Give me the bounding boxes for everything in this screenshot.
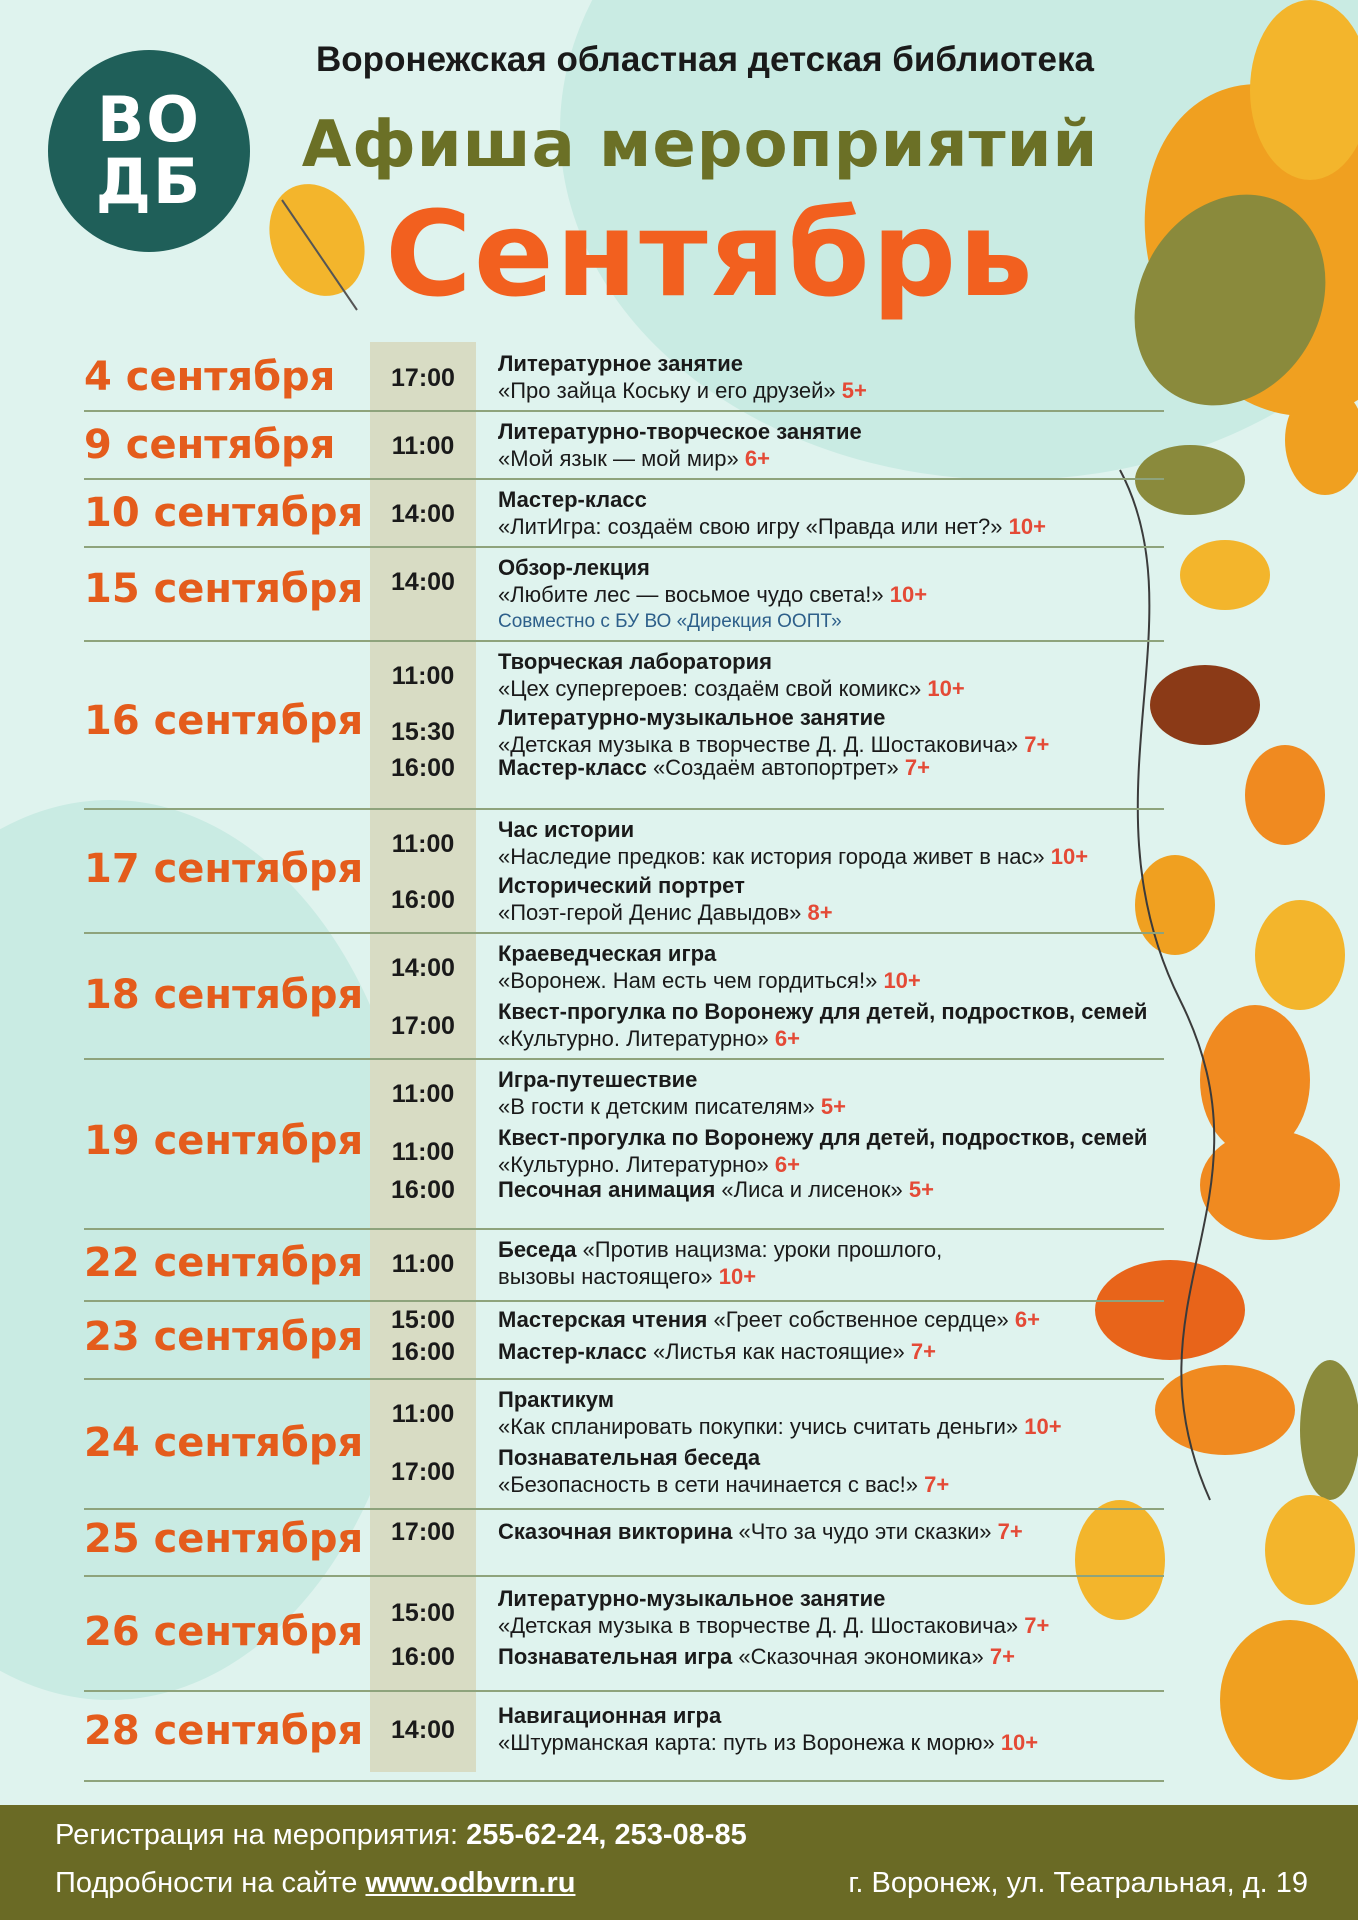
event-time: 11:00 [391, 830, 455, 858]
age-badge: 7+ [989, 1644, 1015, 1669]
age-badge: 5+ [841, 378, 867, 403]
age-badge: 7+ [1024, 1613, 1050, 1638]
event-date: 9 сентября [84, 422, 336, 468]
schedule-row [84, 640, 1164, 810]
registration-info [55, 1819, 747, 1852]
event-title: вызовы настоящего» [498, 1264, 713, 1289]
schedule-row [84, 342, 1164, 412]
event-type: Песочная анимация [498, 1177, 716, 1202]
event-type: Квест-прогулка по Воронежу для детей, подростков, семей [498, 999, 1148, 1024]
age-badge: 10+ [1000, 1730, 1039, 1755]
event-time: 11:00 [391, 432, 455, 460]
event-type: Мастер-класс [498, 487, 647, 512]
event-type: Обзор-лекция [498, 555, 650, 580]
event-type: Познавательная игра [498, 1644, 733, 1669]
event-title: «Детская музыка в творчестве Д. Д. Шостаковича» [498, 732, 1019, 757]
address: г. Воронеж, ул. Театральная, д. 19 [848, 1867, 1308, 1899]
event-type: Квест-прогулка по Воронежу для детей, подростков, семей [498, 1125, 1148, 1150]
event-title: «ЛитИгра: создаём свою игру «Правда или нет?» [498, 514, 1003, 539]
age-badge: 5+ [908, 1177, 934, 1202]
event-description [498, 940, 921, 994]
event-description [498, 648, 965, 702]
event-title: «Безопасность в сети начинается с вас!» [498, 1472, 918, 1497]
event-time: 15:30 [391, 718, 455, 746]
schedule-row [84, 478, 1164, 548]
event-description [498, 1386, 1062, 1440]
event-title: «Штурманская карта: путь из Воронежа к морю» [498, 1730, 995, 1755]
event-description [498, 872, 833, 926]
page-title: Афиша мероприятий [301, 108, 1099, 182]
event-title: «Воронеж. Нам есть чем гордиться!» [498, 968, 878, 993]
event-time: 15:00 [391, 1306, 455, 1334]
age-badge: 6+ [774, 1152, 800, 1177]
age-badge: 7+ [904, 755, 930, 780]
event-date: 26 сентября [84, 1609, 364, 1655]
event-type: Мастер-класс [498, 755, 647, 780]
event-type: Литературное занятие [498, 351, 743, 376]
event-description [498, 1338, 936, 1365]
event-description [498, 704, 1049, 758]
event-date: 18 сентября [84, 972, 364, 1018]
logo-line-2: ДБ [95, 145, 203, 218]
age-badge: 6+ [1014, 1307, 1040, 1332]
age-badge: 10+ [1024, 1414, 1062, 1439]
event-type: Литературно-музыкальное занятие [498, 1586, 886, 1611]
event-title: «Как спланировать покупки: учись считать деньги» [498, 1414, 1019, 1439]
schedule-row [84, 1300, 1164, 1380]
event-title: «Детская музыка в творчестве Д. Д. Шостаковича» [498, 1613, 1019, 1638]
event-description [498, 1176, 934, 1203]
event-note: Совместно с БУ ВО «Дирекция ООПТ» [498, 611, 842, 632]
logo-line-1: ВО [97, 83, 201, 156]
event-type: Исторический портрет [498, 873, 745, 898]
organization-name: Воронежская областная детская библиотека [316, 40, 1094, 79]
event-time: 11:00 [391, 1138, 455, 1166]
age-badge: 5+ [820, 1094, 846, 1119]
schedule-row [84, 1508, 1164, 1577]
age-badge: 6+ [744, 446, 770, 471]
website-info [55, 1867, 575, 1900]
event-description [498, 1444, 949, 1498]
event-date: 23 сентября [84, 1314, 364, 1360]
event-time: 11:00 [391, 1250, 455, 1278]
event-title: «Про зайца Коську и его друзей» [498, 378, 836, 403]
schedule-row [84, 932, 1164, 1060]
event-type: Игра-путешествие [498, 1067, 698, 1092]
event-time: 17:00 [391, 1458, 455, 1486]
event-description [498, 1518, 1023, 1545]
event-date: 24 сентября [84, 1420, 364, 1466]
schedule-row [84, 546, 1164, 642]
event-date: 10 сентября [84, 490, 364, 536]
age-badge: 7+ [910, 1339, 936, 1364]
event-date: 25 сентября [84, 1516, 364, 1562]
event-description [498, 1066, 846, 1120]
event-title: «Поэт-герой Денис Давыдов» [498, 900, 802, 925]
event-time: 16:00 [391, 886, 455, 914]
event-description [498, 1236, 942, 1290]
event-time: 17:00 [391, 1012, 455, 1040]
age-badge: 7+ [924, 1472, 950, 1497]
event-title: «Листья как настоящие» [652, 1339, 905, 1364]
event-date: 17 сентября [84, 846, 364, 892]
event-title: «В гости к детским писателям» [498, 1094, 815, 1119]
event-time: 15:00 [391, 1599, 455, 1627]
event-type: Навигационная игра [498, 1703, 722, 1728]
event-time: 14:00 [391, 500, 455, 528]
event-time: 16:00 [391, 1338, 455, 1366]
age-badge: 7+ [997, 1519, 1023, 1544]
event-time: 16:00 [391, 754, 455, 782]
event-date: 19 сентября [84, 1118, 364, 1164]
event-description [498, 754, 930, 781]
event-type: Беседа [498, 1237, 577, 1262]
library-logo [48, 50, 250, 252]
event-type: Сказочная викторина [498, 1519, 733, 1544]
age-badge: 10+ [1008, 514, 1046, 539]
event-description [498, 998, 1147, 1052]
event-type: Краеведческая игра [498, 941, 717, 966]
event-date: 4 сентября [84, 354, 336, 400]
event-date: 22 сентября [84, 1240, 364, 1286]
event-title: «Любите лес — восьмое чудо света!» [498, 582, 884, 607]
schedule-row [84, 1690, 1164, 1782]
event-description [498, 816, 1088, 870]
event-date: 28 сентября [84, 1708, 364, 1754]
age-badge: 10+ [718, 1264, 757, 1289]
age-badge: 10+ [1050, 844, 1089, 869]
registration-label: Регистрация на мероприятия: [55, 1819, 459, 1851]
event-type: Мастер-класс [498, 1339, 647, 1364]
event-title: «Цех супергероев: создаём свой комикс» [498, 676, 922, 701]
event-time: 14:00 [391, 1716, 455, 1744]
event-title: «Против нацизма: уроки прошлого, [582, 1237, 943, 1262]
registration-phones: 255-62-24, 253-08-85 [466, 1819, 747, 1851]
schedule-row [84, 1228, 1164, 1302]
event-time: 11:00 [391, 662, 455, 690]
event-time: 17:00 [391, 364, 455, 392]
age-badge: 10+ [927, 676, 965, 701]
footer [0, 1805, 1358, 1920]
event-description [498, 418, 862, 472]
schedule-row [84, 1378, 1164, 1510]
event-time: 16:00 [391, 1176, 455, 1204]
age-badge: 7+ [1024, 732, 1050, 757]
event-title: «Культурно. Литературно» [498, 1152, 769, 1177]
event-time: 14:00 [391, 954, 455, 982]
event-description [498, 350, 867, 404]
event-title: «Лиса и лисенок» [721, 1177, 903, 1202]
schedule-row [84, 808, 1164, 934]
event-type: Литературно-музыкальное занятие [498, 705, 886, 730]
event-description [498, 1124, 1147, 1178]
schedule-row [84, 1575, 1164, 1692]
event-description [498, 1702, 1038, 1756]
event-date: 15 сентября [84, 566, 364, 612]
event-title: «Культурно. Литературно» [498, 1026, 769, 1051]
event-title: «Мой язык — мой мир» [498, 446, 739, 471]
schedule-row [84, 1058, 1164, 1230]
age-badge: 10+ [889, 582, 928, 607]
schedule-row [84, 410, 1164, 480]
event-time: 11:00 [391, 1080, 455, 1108]
event-type: Мастерская чтения [498, 1307, 708, 1332]
event-type: Час истории [498, 817, 635, 842]
website-link[interactable]: www.odbvrn.ru [365, 1867, 576, 1899]
event-description [498, 1585, 1049, 1639]
event-time: 16:00 [391, 1643, 455, 1671]
event-title: «Сказочная экономика» [738, 1644, 984, 1669]
age-badge: 6+ [774, 1026, 800, 1051]
event-title: «Создаём автопортрет» [652, 755, 899, 780]
event-type: Творческая лаборатория [498, 649, 772, 674]
details-label: Подробности на сайте [55, 1867, 358, 1899]
event-description [498, 554, 927, 635]
event-date: 16 сентября [84, 698, 364, 744]
event-type: Практикум [498, 1387, 615, 1412]
event-time: 14:00 [391, 568, 455, 596]
event-type: Литературно-творческое занятие [498, 419, 862, 444]
event-type: Познавательная беседа [498, 1445, 761, 1470]
month-title: Сентябрь [385, 185, 1035, 323]
event-description [498, 1643, 1015, 1670]
event-title: «Что за чудо эти сказки» [738, 1519, 992, 1544]
event-title: «Греет собственное сердце» [713, 1307, 1009, 1332]
event-title: «Наследие предков: как история города живет в нас» [498, 844, 1045, 869]
event-time: 11:00 [391, 1400, 455, 1428]
event-description [498, 1306, 1040, 1333]
event-description [498, 486, 1046, 540]
age-badge: 10+ [883, 968, 921, 993]
age-badge: 8+ [807, 900, 833, 925]
event-time: 17:00 [391, 1518, 455, 1546]
